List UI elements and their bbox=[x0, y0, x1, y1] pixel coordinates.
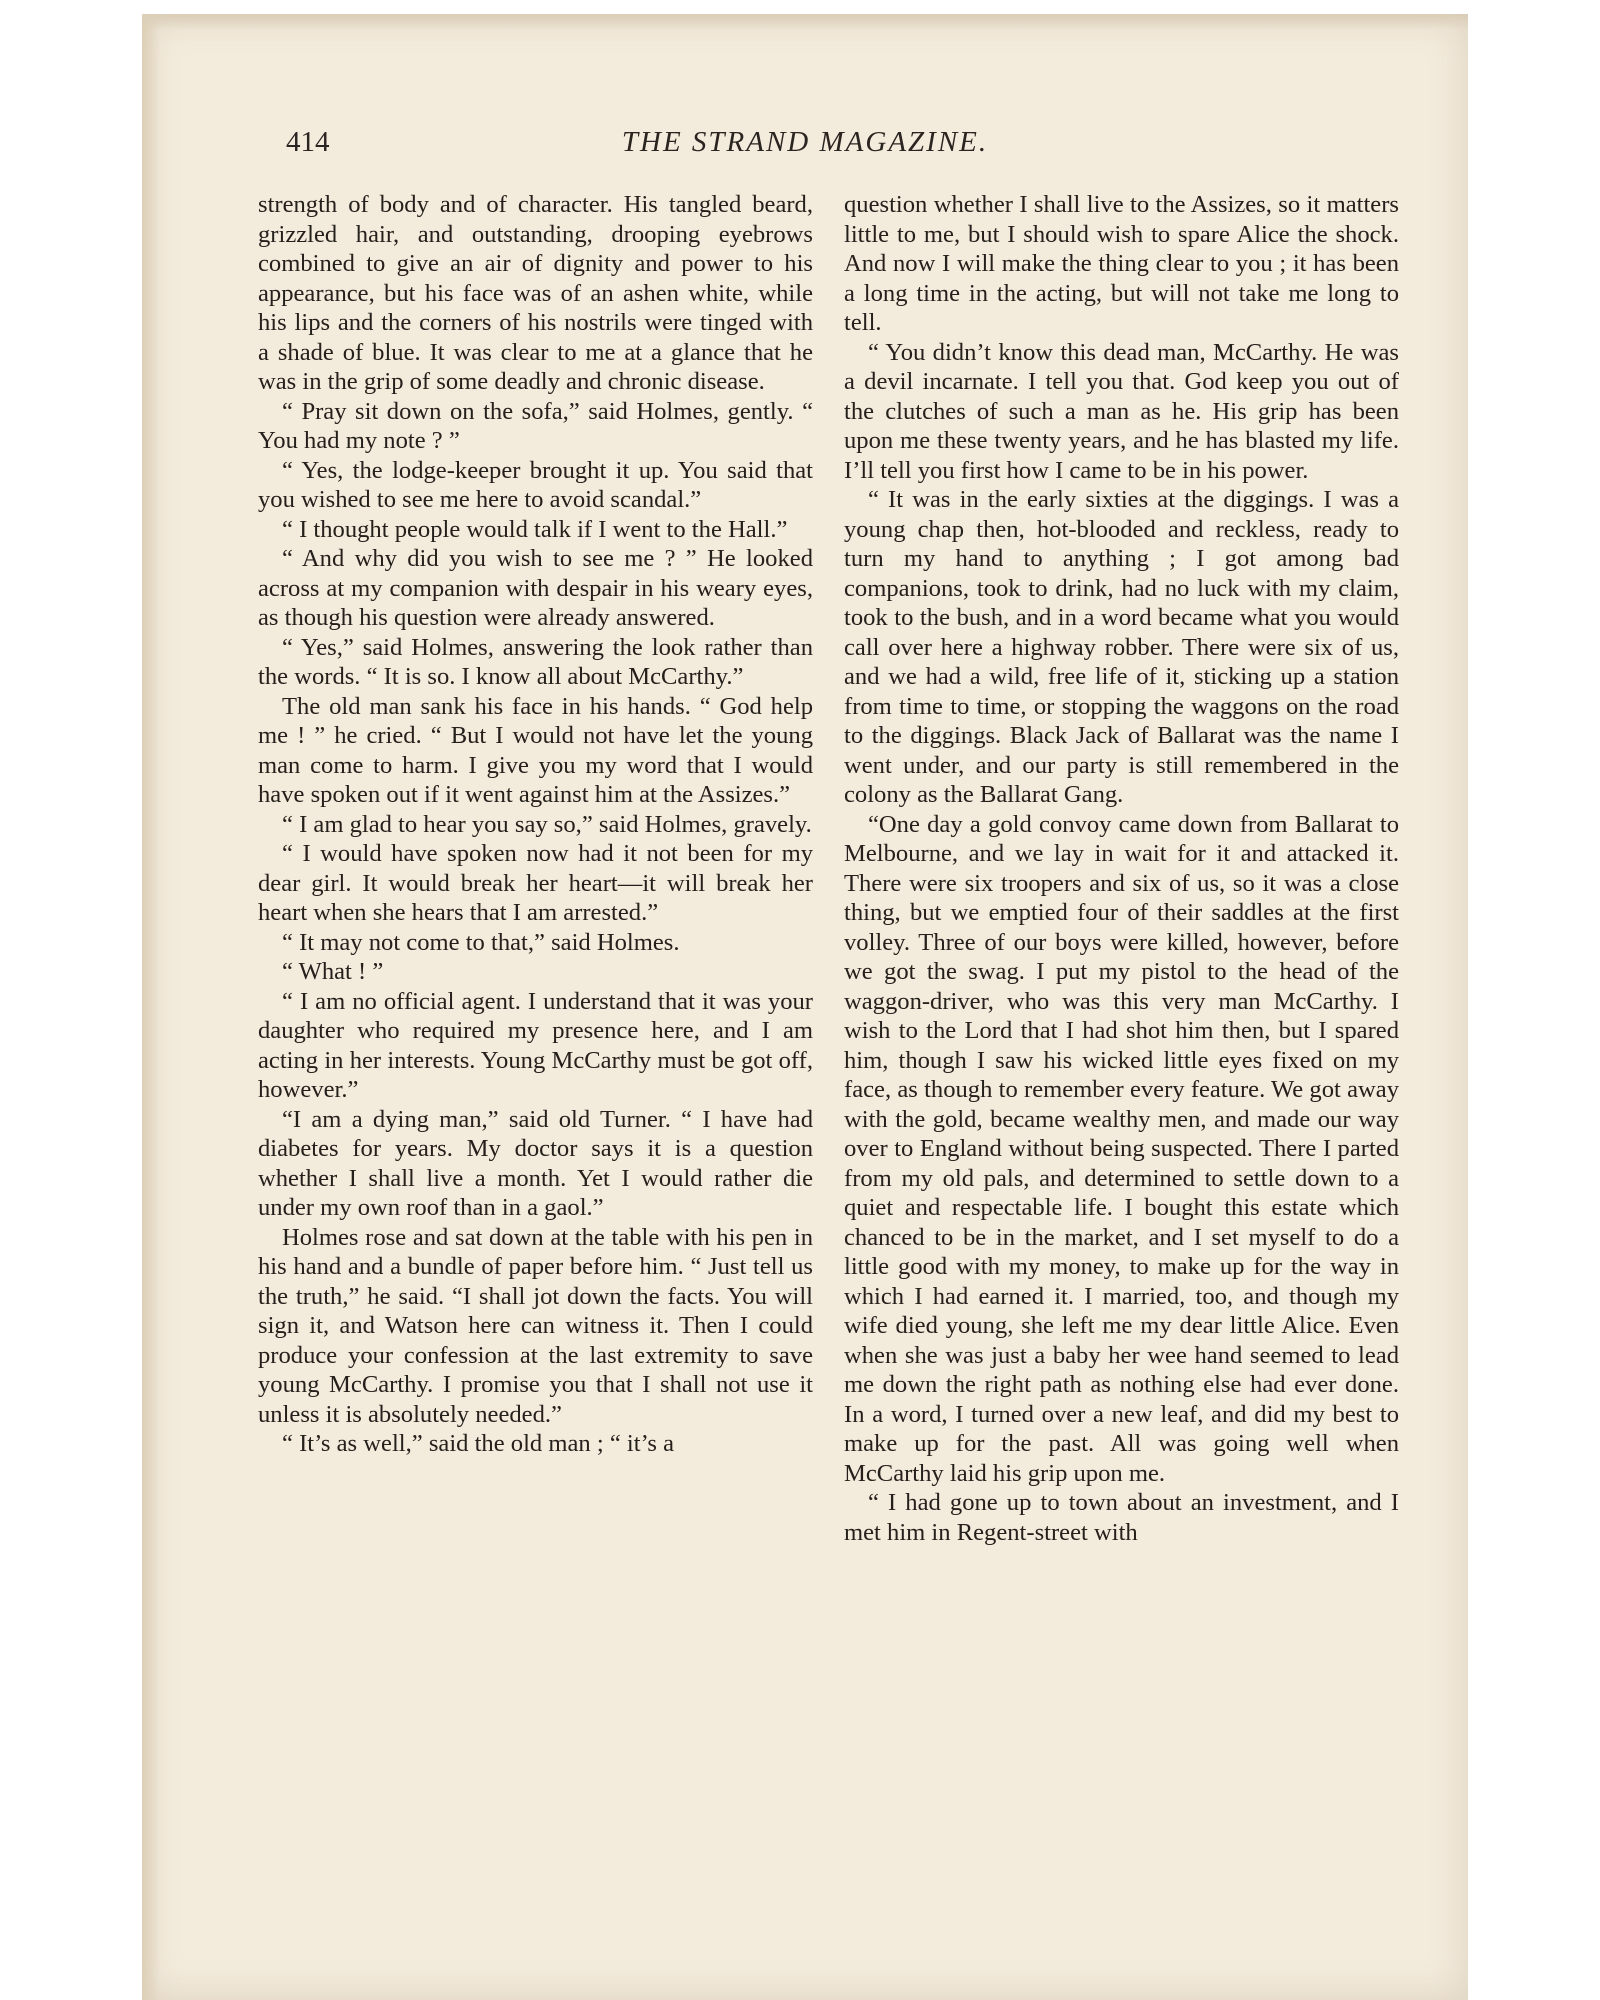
paragraph: “ What ! ” bbox=[282, 958, 384, 985]
running-title: THE STRAND MAGAZINE. bbox=[621, 126, 989, 158]
paragraph: Holmes rose and sat down at the table with his pen in his hand and a bundle of paper before him. “ Just tell us the truth,” he said. “I shall jot down the facts. You will sign it, and Watson here can witness it. Then I could produce your confession at the last extremity to save young McCarthy. I promise you that I shall not use it unless it is absolutely needed.” bbox=[258, 1223, 813, 1428]
paragraph: “ It’s as well,” said the old man ; “ it’s a bbox=[282, 1430, 675, 1457]
left-column bbox=[258, 190, 813, 1459]
paragraph: “ And why did you wish to see me ? ” He looked across at my companion with despair in his weary eyes, as though his question were already answered. bbox=[258, 545, 813, 631]
page-edge-shading-left bbox=[142, 14, 160, 2000]
paragraph: question whether I shall live to the Assizes, so it matters little to me, but I should wish to spare Alice the shock. And now I will make the thing clear to you ; it has been a long time in the acting, but will not take me long to tell. bbox=[844, 191, 1399, 336]
page-number: 414 bbox=[286, 126, 330, 158]
paragraph: “ Pray sit down on the sofa,” said Holmes, gently. “ You had my note ? ” bbox=[258, 397, 813, 454]
paragraph: “One day a gold convoy came down from Ballarat to Melbourne, and we lay in wait for it and attacked it. There were six troopers and six of us, so it was a close thing, but we emptied four of their saddles at the first volley. Three of our boys were killed, however, before we got the swag. I put my pistol to the head of the waggon-driver, who was this very man McCarthy. I wish to the Lord that I had shot him then, but I spared him, though I saw his wicked little eyes fixed on my face, as though to remember every feature. We got away with the gold, became wealthy men, and made our way over to England without being suspected. There I parted from my old pals, and determined to settle down to a quiet and respectable life. I bought this estate which chanced to be in the market, and I set myself to do a little good with my money, to make up for the way in which I had earned it. I married, too, and though my wife died young, she left me my dear little Alice. Even when she was just a baby her wee hand seemed to lead me down the right path as nothing else had ever done. In a word, I turned over a new leaf, and did my best to make up for the past. All was going well when McCarthy laid his grip upon me. bbox=[844, 810, 1399, 1487]
paragraph: “ I am no official agent. I understand that it was your daughter who required my presence here, and I am acting in her interests. Young McCarthy must be got off, however.” bbox=[258, 987, 813, 1103]
paragraph: The old man sank his face in his hands. “ God help me ! ” he cried. “ But I would not have let the young man come to harm. I give you my word that I would have spoken out if it went against him at the Assizes.” bbox=[258, 692, 813, 808]
paragraph: “ I am glad to hear you say so,” said Holmes, gravely. bbox=[282, 810, 812, 838]
paragraph: “ I had gone up to town about an investment, and I met him in Regent-street with bbox=[844, 1489, 1399, 1546]
paragraph: “ Yes,” said Holmes, answering the look rather than the words. “ It is so. I know all about McCarthy.” bbox=[258, 633, 813, 690]
paragraph: strength of body and of character. His tangled beard, grizzled hair, and outstanding, drooping eyebrows combined to give an air of dignity and power to his appearance, but his face was of an ashen white, while his lips and the corners of his nostrils were tinged with a shade of blue. It was clear to me at a glance that he was in the grip of some deadly and chronic disease. bbox=[258, 191, 813, 395]
paragraph: “ It may not come to that,” said Holmes. bbox=[282, 928, 680, 956]
paragraph: “ Yes, the lodge-keeper brought it up. You said that you wished to see me here to avoid scandal.” bbox=[258, 456, 813, 513]
paragraph: “ I would have spoken now had it not been for my dear girl. It would break her heart—it will break her heart when she hears that I am arrested.” bbox=[258, 840, 813, 926]
magazine-page bbox=[142, 14, 1468, 2000]
paragraph: “ I thought people would talk if I went to the Hall.” bbox=[282, 515, 788, 543]
right-column bbox=[844, 190, 1399, 1547]
paragraph: “I am a dying man,” said old Turner. “ I have had diabetes for years. My doctor says it is a question whether I shall live a month. Yet I would rather die under my own roof than in a gaol.” bbox=[258, 1105, 813, 1221]
paragraph: “ You didn’t know this dead man, McCarthy. He was a devil incarnate. I tell you that. God keep you out of the clutches of such a man as he. His grip has been upon me these twenty years, and he has blasted my life. I’ll tell you first how I came to be in his power. bbox=[844, 338, 1399, 484]
page-header bbox=[142, 126, 1468, 166]
page-edge-shading bbox=[142, 14, 1468, 30]
paragraph: “ It was in the early sixties at the diggings. I was a young chap then, hot-blooded and reckless, ready to turn my hand to anything ; I got among bad companions, took to drink, had no luck with my claim, took to the bush, and in a word became what you would call over here a highway robber. There were six of us, and we had a wild, free life of it, sticking up a station from time to time, or stopping the waggons on the road to the diggings. Black Jack of Ballarat was the name I went under, and our party is still remembered in the colony as the Ballarat Gang. bbox=[844, 486, 1399, 808]
